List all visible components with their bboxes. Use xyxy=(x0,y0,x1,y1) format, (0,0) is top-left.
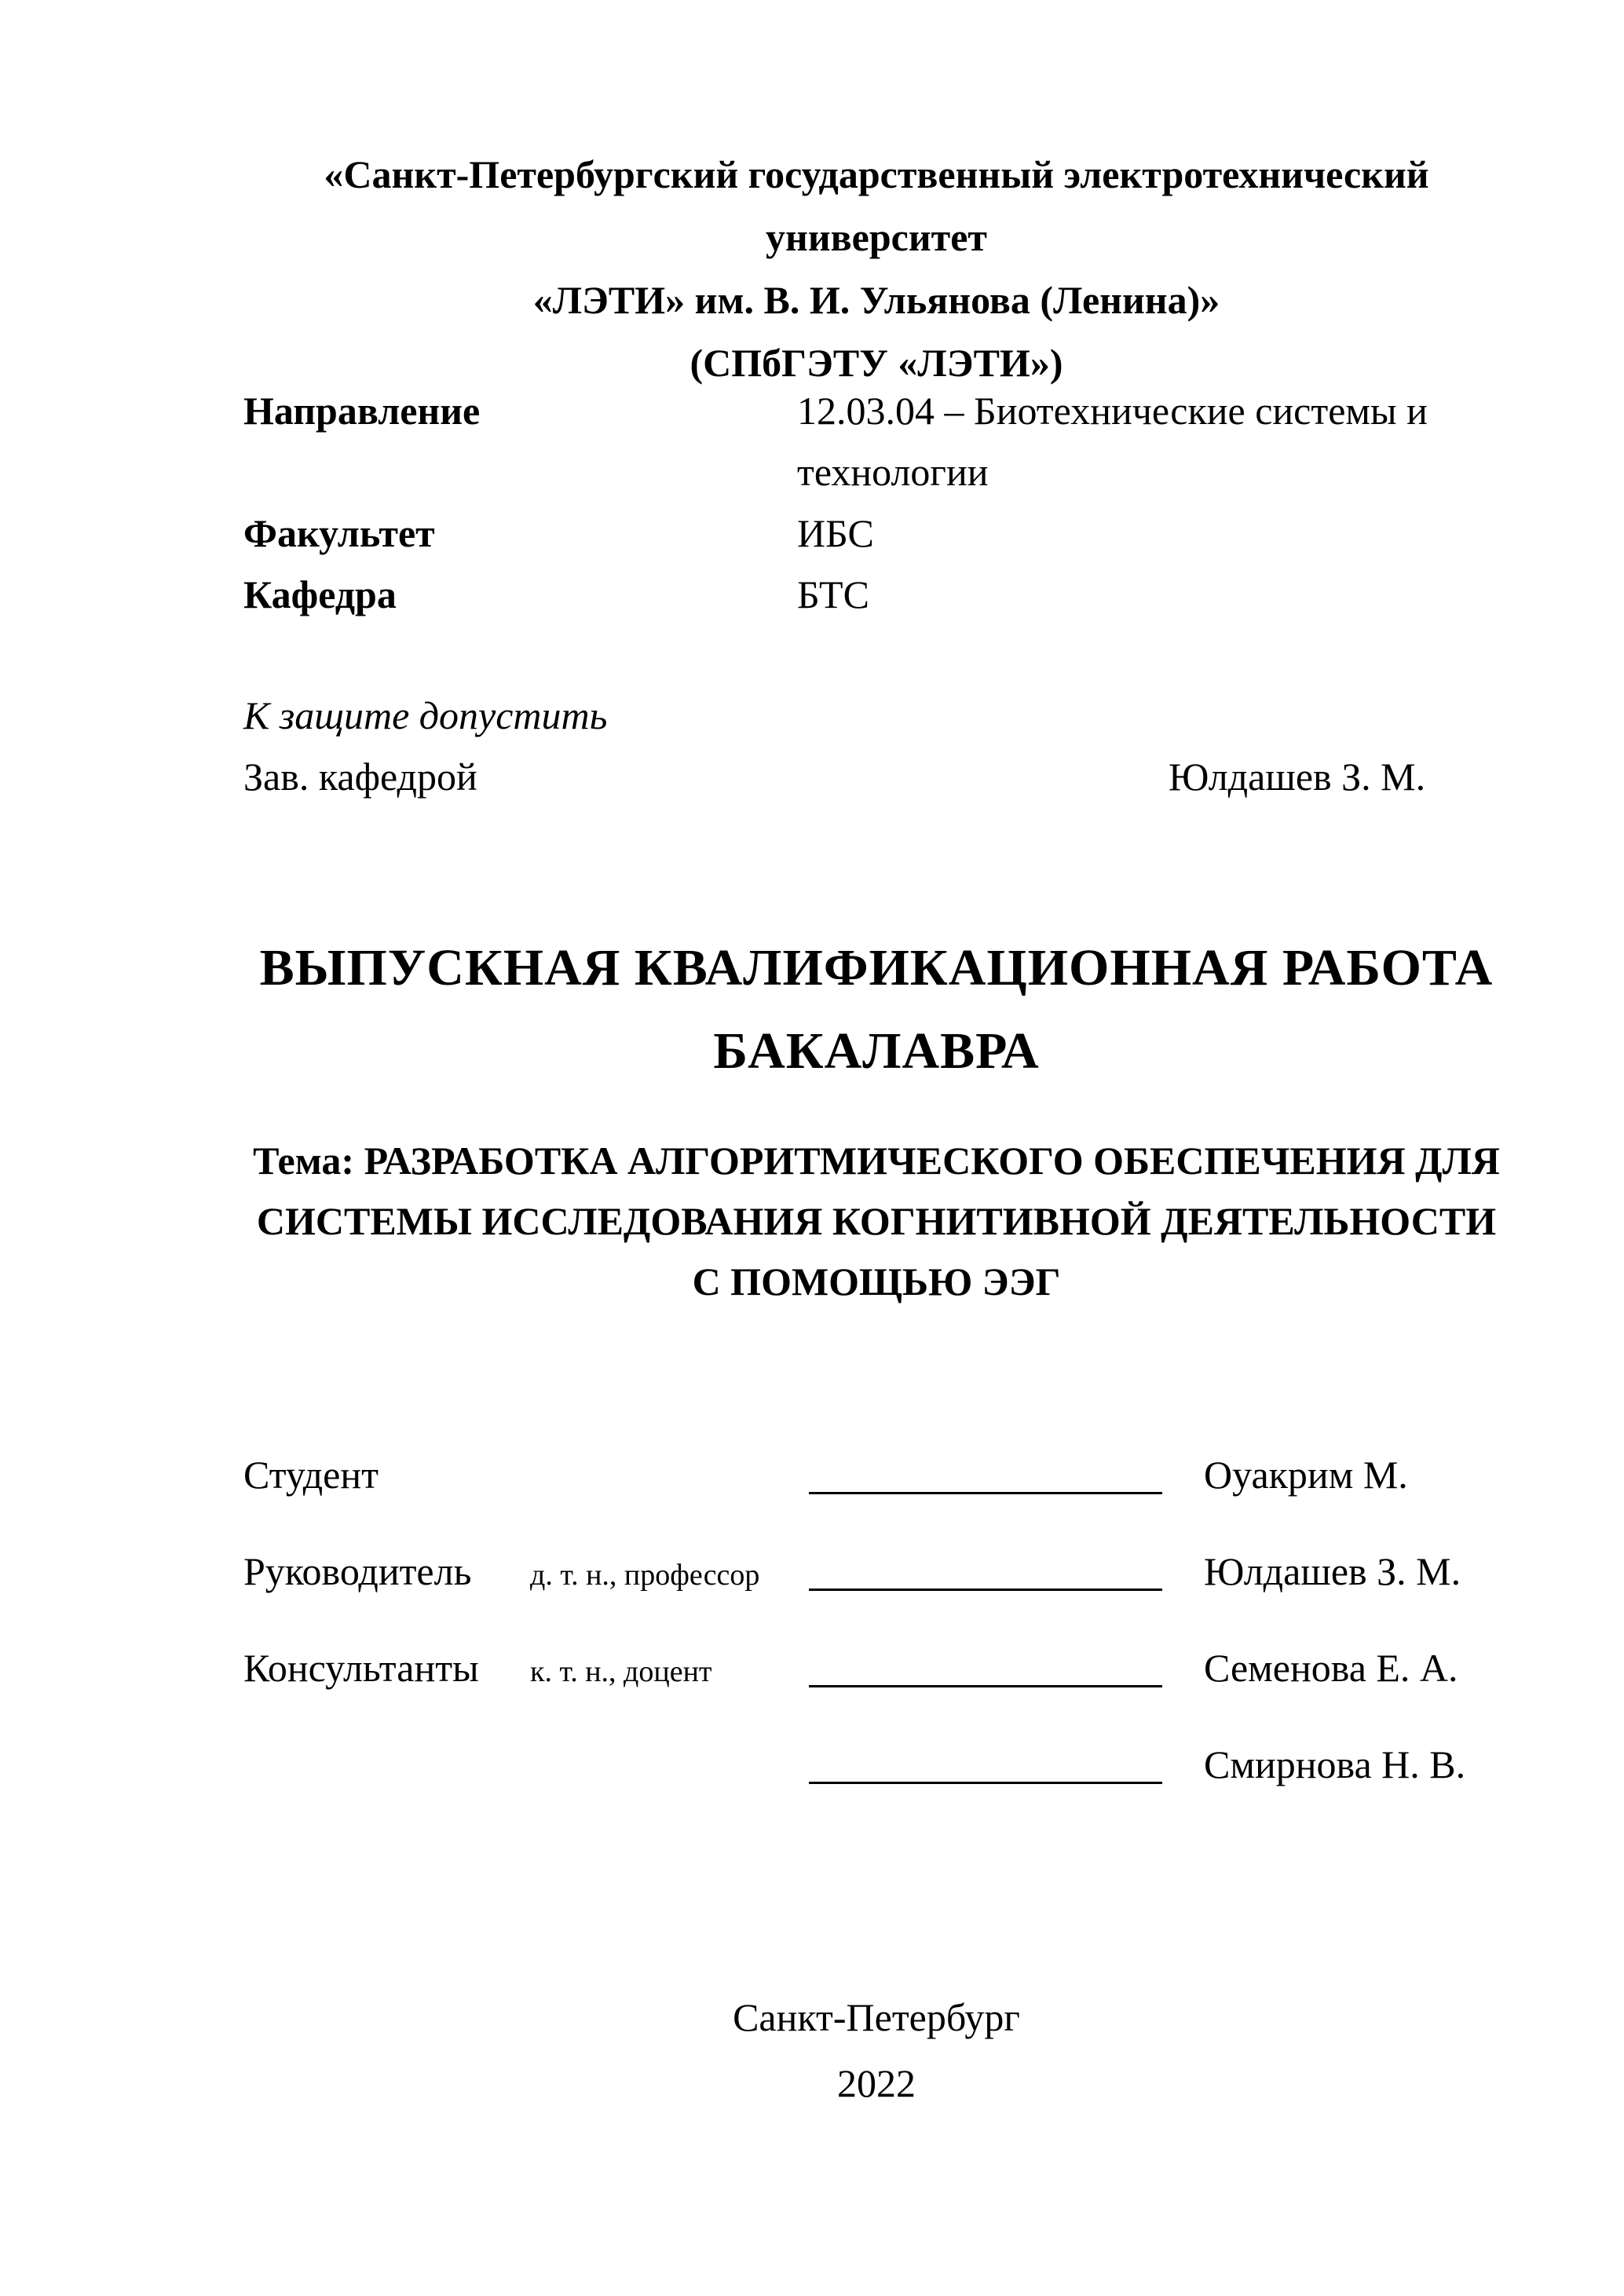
consultant-1-name: Семенова Е. А. xyxy=(1204,1646,1458,1690)
student-role-label: Студент xyxy=(243,1453,379,1497)
consultant-2-name: Смирнова Н. В. xyxy=(1204,1742,1466,1786)
footer xyxy=(243,1984,1509,2116)
defense-permission-line: К защите допустить xyxy=(243,693,608,737)
work-title xyxy=(243,927,1509,1093)
university-name-line-2: «ЛЭТИ» им. В. И. Ульянова (Ленина)» xyxy=(532,278,1220,322)
consultant-1-qualification: к. т. н., доцент xyxy=(530,1655,712,1688)
approval-section xyxy=(243,685,1509,807)
city: Санкт-Петербург xyxy=(733,1995,1020,2039)
supervisor-signature-line xyxy=(809,1589,1162,1591)
department-value: БТС xyxy=(797,572,869,616)
signature-row-supervisor xyxy=(243,1548,1509,1599)
consultant-1-signature-line xyxy=(809,1685,1162,1687)
university-header xyxy=(243,143,1509,394)
university-abbreviation: (СПбГЭТУ «ЛЭТИ») xyxy=(689,341,1063,385)
direction-value: 12.03.04 – Биотехнические системы и технологии xyxy=(797,389,1428,494)
student-name: Оуакрим М. xyxy=(1204,1453,1408,1497)
year: 2022 xyxy=(837,2061,916,2105)
supervisor-role-label: Руководитель xyxy=(243,1549,472,1593)
supervisor-name: Юлдашев З. М. xyxy=(1204,1549,1461,1593)
university-name-line-1: «Санкт-Петербургский государственный электротехнический университет xyxy=(324,152,1429,259)
faculty-value: ИБС xyxy=(797,511,874,555)
thesis-theme xyxy=(243,1131,1509,1312)
theme-line-1: Тема: РАЗРАБОТКА АЛГОРИТМИЧЕСКОГО ОБЕСПЕЧЕНИЯ ДЛЯ xyxy=(253,1139,1500,1183)
program-details xyxy=(243,380,1509,625)
approval-row xyxy=(243,746,1509,807)
work-title-line-1: ВЫПУСКНАЯ КВАЛИФИКАЦИОННАЯ РАБОТА xyxy=(259,939,1494,996)
faculty-label: Факультет xyxy=(243,511,435,555)
theme-line-2: СИСТЕМЫ ИССЛЕДОВАНИЯ КОГНИТИВНОЙ ДЕЯТЕЛЬНОСТИ xyxy=(256,1199,1497,1243)
supervisor-qualification: д. т. н., профессор xyxy=(530,1559,760,1592)
consultants-role-label: Консультанты xyxy=(243,1646,479,1690)
theme-line-3: С ПОМОЩЬЮ ЭЭГ xyxy=(692,1260,1061,1303)
consultant-2-signature-line xyxy=(809,1782,1162,1784)
head-of-department-label: Зав. кафедрой xyxy=(243,755,477,799)
signature-row-student xyxy=(243,1451,1509,1498)
direction-label: Направление xyxy=(243,389,481,433)
signature-row-consultant-1 xyxy=(243,1644,1509,1695)
work-title-line-2: БАКАЛАВРА xyxy=(713,1022,1040,1080)
department-label: Кафедра xyxy=(243,572,397,616)
head-of-department-name: Юлдашев З. М. xyxy=(1169,755,1426,799)
student-signature-line xyxy=(809,1492,1162,1494)
signature-row-consultant-2 xyxy=(243,1741,1509,1788)
